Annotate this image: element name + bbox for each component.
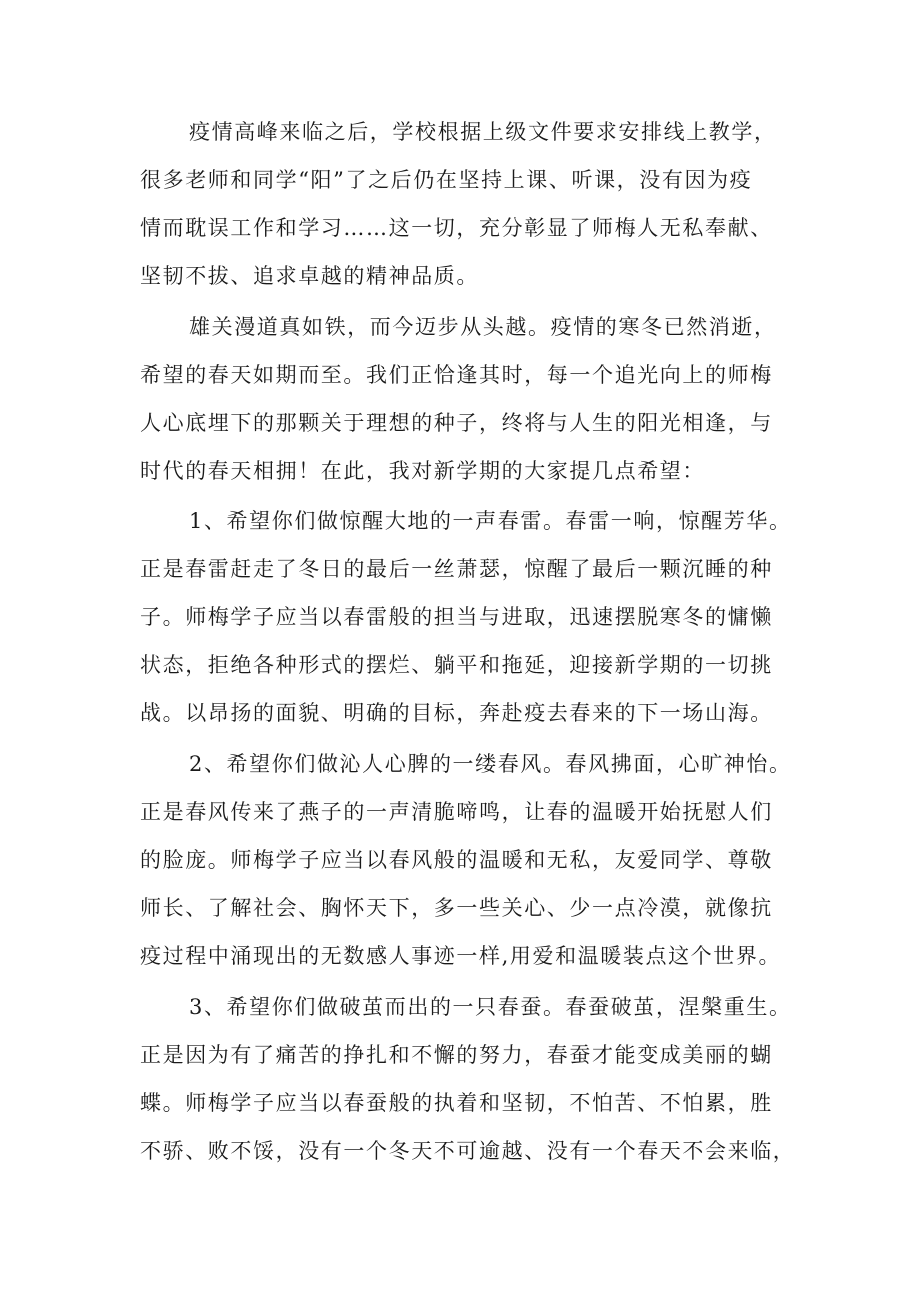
text-line: 1、希望你们做惊醒大地的一声春雷。春雷一响，惊醒芳华。 bbox=[189, 509, 792, 533]
text-line: 战。以昂扬的面貌、明确的目标，奔赴疫去春来的下一场山海。 bbox=[140, 701, 773, 725]
text-line: 子。师梅学子应当以春雷般的担当与进取，迅速摆脱寒冬的慵懒 bbox=[140, 605, 773, 629]
text-line: 坚韧不拔、追求卓越的精神品质。 bbox=[140, 264, 479, 288]
text-line: 希望的春天如期而至。我们正恰逢其时，每一个追光向上的师梅 bbox=[140, 363, 773, 387]
text-line: 不骄、败不馁，没有一个冬天不可逾越、没有一个春天不会来临， bbox=[140, 1139, 796, 1163]
text-line: 状态，拒绝各种形式的摆烂、躺平和拖延，迎接新学期的一切挑 bbox=[140, 653, 773, 677]
text-line: 正是春风传来了燕子的一声清脆啼鸣，让春的温暖开始抚慰人们 bbox=[140, 800, 773, 824]
text-line: 正是春雷赶走了冬日的最后一丝萧瑟，惊醒了最后一颗沉睡的种 bbox=[140, 557, 773, 581]
text-line: 疫过程中涌现出的无数感人事迹一样,用爱和温暖装点这个世界。 bbox=[140, 944, 782, 968]
text-line: 师长、了解社会、胸怀天下，多一些关心、少一点冷漠，就像抗 bbox=[140, 896, 773, 920]
text-line: 正是因为有了痛苦的挣扎和不懈的努力，春蚕才能变成美丽的蝴 bbox=[140, 1043, 773, 1067]
text-line: 雄关漫道真如铁，而今迈步从头越。疫情的寒冬已然消逝， bbox=[189, 315, 777, 339]
text-line: 很多老师和同学“阳”了之后仍在坚持上课、听课，没有因为疫 bbox=[140, 168, 753, 192]
text-line: 2、希望你们做沁人心脾的一缕春风。春风拂面，心旷神怡。 bbox=[189, 752, 792, 776]
text-line: 蝶。师梅学子应当以春蚕般的执着和坚韧，不怕苦、不怕累，胜 bbox=[140, 1091, 773, 1115]
text-line: 时代的春天相拥！在此，我对新学期的大家提几点希望： bbox=[140, 459, 705, 483]
text-line: 3、希望你们做破茧而出的一只春蚕。春蚕破茧，涅槃重生。 bbox=[189, 995, 792, 1019]
text-line: 人心底埋下的那颗关于理想的种子，终将与人生的阳光相逢，与 bbox=[140, 411, 773, 435]
text-line: 情而耽误工作和学习……这一切，充分彰显了师梅人无私奉献、 bbox=[140, 216, 773, 240]
text-line: 的脸庞。师梅学子应当以春风般的温暖和无私，友爱同学、尊敬 bbox=[140, 848, 773, 872]
text-line: 疫情高峰来临之后，学校根据上级文件要求安排线上教学， bbox=[189, 120, 777, 144]
